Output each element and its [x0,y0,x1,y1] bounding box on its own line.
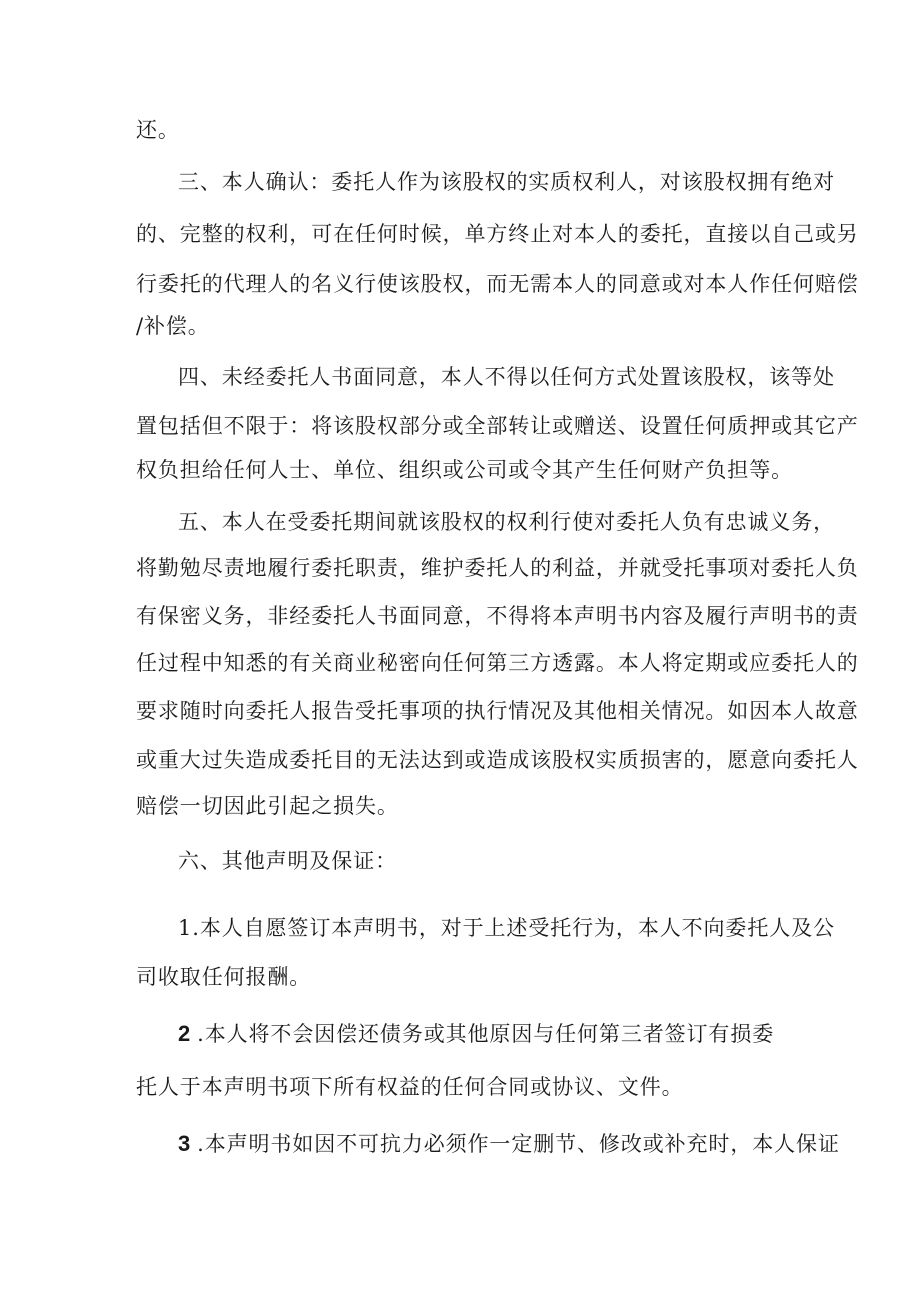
item-2-line-1 [178,1019,796,1049]
item-2-number: 2 [178,1021,192,1046]
clause-4-line-2: 置包括但不限于：将该股权部分或全部转让或赠送、设置任何质押或其它产 [136,414,859,438]
paragraph-2-end-line: 还。 [136,118,180,142]
clause-6-heading: 六、其他声明及保证： [178,849,397,873]
clause-5-line-2: 将勤勉尽责地履行委托职责，维护委托人的利益，并就受托事项对委托人负 [136,556,859,580]
clause-3-line-4: /补偿。 [136,314,210,338]
clause-5-line-6: 或重大过失造成委托目的无法达到或造成该股权实质损害的，愿意向委托人 [136,748,859,772]
clause-3-line-2: 的、完整的权利，可在任何时候，单方终止对本人的委托，直接以自己或另 [136,222,859,246]
clause-5-line-5: 要求随时向委托人报告受托事项的执行情况及其他相关情况。如因本人故意 [136,699,859,723]
clause-5-line-1: 五、本人在受委托期间就该股权的权利行使对委托人负有忠诚义务， [178,510,835,534]
clause-3-line-3: 行委托的代理人的名义行使该股权，而无需本人的同意或对本人作任何赔偿 [136,272,859,296]
clause-5-line-7: 赔偿一切因此引起之损失。 [136,794,399,818]
item-1-line-1: 1.本人自愿签订本声明书，对于上述受托行为，本人不向委托人及公 [178,916,835,940]
item-3-text: .本声明书如因不可抗力必须作一定删节、修改或补充时，本人保证 [197,1132,840,1156]
clause-5-line-4: 任过程中知悉的有关商业秘密向任何第三方透露。本人将定期或应委托人的 [136,651,859,675]
item-2-line-2: 托人于本声明书项下所有权益的任何合同或协议、文件。 [136,1075,684,1099]
clause-4-line-3: 权负担给任何人士、单位、组织或公司或令其产生任何财产负担等。 [136,458,793,482]
item-1-line-2: 司收取任何报酬。 [136,965,312,989]
clause-4-line-1: 四、未经委托人书面同意，本人不得以任何方式处置该股权，该等处 [178,365,835,389]
item-3-line-1 [178,1129,840,1159]
item-3-number: 3 [178,1131,192,1156]
clause-5-line-3: 有保密义务，非经委托人书面同意，不得将本声明书内容及履行声明书的责 [136,604,859,628]
clause-3-line-1: 三、本人确认：委托人作为该股权的实质权利人，对该股权拥有绝对 [178,170,835,194]
item-2-text: .本人将不会因偿还债务或其他原因与任何第三者签订有损委 [197,1022,775,1046]
